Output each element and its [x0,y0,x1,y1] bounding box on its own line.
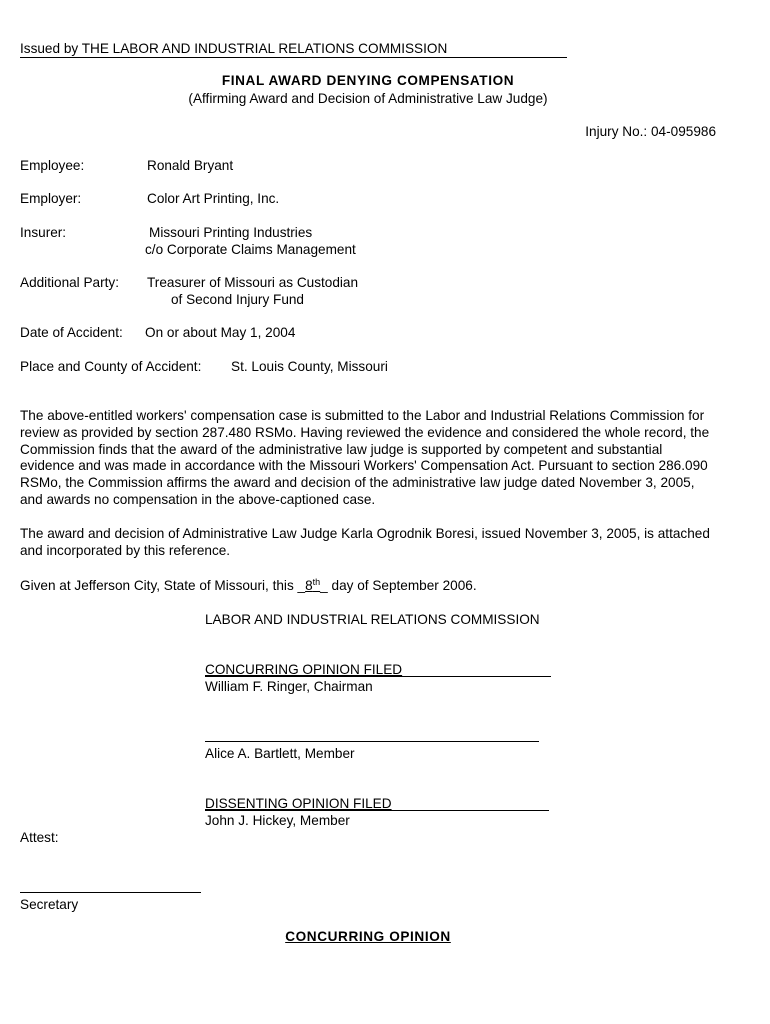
incorporation-paragraph: The award and decision of Administrative Law Judge Karla Ogrodnik Boresi, issued November 3, 2005, is attached and incorporated by this reference. [20,526,710,558]
insurer-value-line-2: c/o Corporate Claims Management [145,242,356,257]
chairman-opinion-note: CONCURRING OPINION FILED [205,662,403,677]
chairman-name: William F. Ringer, Chairman [205,679,373,694]
attest-label: Attest: [20,830,59,845]
chairman-signature-line [205,676,551,677]
additional-party-value-line-2: of Second Injury Fund [171,292,304,307]
given-day-number: 8 [305,578,313,593]
concurring-opinion-heading: CONCURRING OPINION [285,929,451,944]
insurer-value-line-1: Missouri Printing Industries [149,225,313,240]
given-prefix: Given at Jefferson City, State of Missouri, this _ [20,578,306,593]
employee-label: Employee: [20,158,85,173]
commission-name: LABOR AND INDUSTRIAL RELATIONS COMMISSION [205,612,540,627]
employer-value: Color Art Printing, Inc. [147,191,280,206]
additional-party-value-line-1: Treasurer of Missouri as Custodian [147,275,359,290]
accident-place-label: Place and County of Accident: [20,359,202,374]
document-subtitle: (Affirming Award and Decision of Administrative Law Judge) [188,91,548,106]
injury-number: Injury No.: 04-095986 [585,124,716,139]
insurer-label: Insurer: [20,225,67,240]
member-hickey-signature-line [205,810,549,811]
member-bartlett-name: Alice A. Bartlett, Member [205,746,355,761]
member-bartlett-signature-line [205,741,539,742]
secretary-label: Secretary [20,897,79,912]
accident-date-label: Date of Accident: [20,325,123,340]
accident-date-value: On or about May 1, 2004 [145,325,296,340]
additional-party-label: Additional Party: [20,275,119,290]
given-day [305,578,320,593]
employer-label: Employer: [20,191,82,206]
secretary-signature-line [20,892,201,893]
given-suffix: _ day of September 2006. [320,578,477,593]
member-hickey-name: John J. Hickey, Member [205,813,350,828]
given-day-suffix: th [312,577,321,587]
member-hickey-opinion-note: DISSENTING OPINION FILED [205,796,392,811]
employee-value: Ronald Bryant [147,158,234,173]
document-title: FINAL AWARD DENYING COMPENSATION [221,73,515,88]
award-paragraph: The above-entitled workers' compensation case is submitted to the Labor and Industrial Relations Commission for review as provided by section 287.480 RSMo. Having reviewed the evidence and considered the whole record, the Commission finds that the award of the administrative law judge is supported by competent and substantial evidence and was made in accordance with the Missouri Workers' Compensation Act. Pursuant to section 286.090 RSMo, the Commission affirms the award and decision of the administrative law judge dated November 3, 2005, and awards no compensation in the above-captioned case. [20,408,710,507]
given-at-line [20,578,477,594]
issuer-line: Issued by THE LABOR AND INDUSTRIAL RELATIONS COMMISSION [20,41,567,58]
accident-place-value: St. Louis County, Missouri [231,359,388,374]
